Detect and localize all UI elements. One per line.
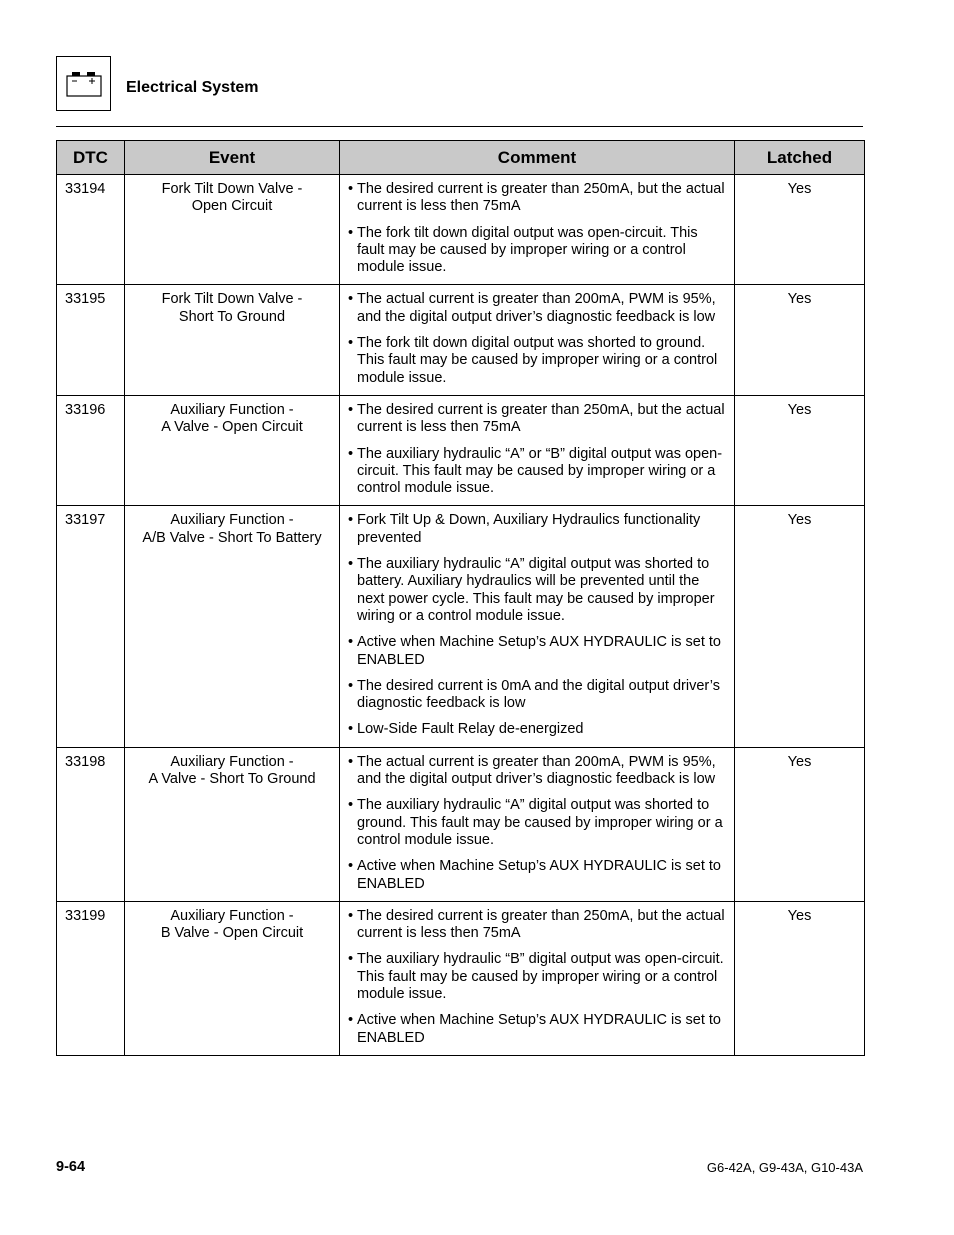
event-line: Auxiliary Function - bbox=[170, 401, 294, 418]
event-line: Fork Tilt Down Valve - bbox=[161, 181, 303, 197]
section-title: Electrical System bbox=[126, 79, 259, 96]
latched-value: Yes bbox=[735, 395, 865, 505]
event-line: A Valve - Open Circuit bbox=[161, 419, 303, 436]
section-icon-box bbox=[56, 56, 111, 111]
comment-cell bbox=[340, 285, 735, 395]
comment-bullet: • The auxiliary hydraulic “B” digital output was open-circuit. This fault may be caused by improper wiring or a control module issue. bbox=[348, 951, 726, 1003]
comment-cell bbox=[340, 395, 735, 505]
event-line: Auxiliary Function - bbox=[170, 753, 294, 770]
page-number: 9-64 bbox=[56, 1159, 86, 1175]
comment-bullet: • The actual current is greater than 200mA, PWM is 95%, and the digital output driver’s diagnostic feedback is low bbox=[348, 754, 726, 789]
dtc-code: 33194 bbox=[57, 175, 125, 285]
latched-value: Yes bbox=[735, 901, 865, 1055]
dtc-code: 33196 bbox=[57, 395, 125, 505]
comment-cell bbox=[340, 506, 735, 747]
column-header-latched: Latched bbox=[735, 141, 865, 175]
table-row bbox=[57, 395, 865, 505]
comment-cell bbox=[340, 747, 735, 901]
latched-value: Yes bbox=[735, 175, 865, 285]
event-line: Auxiliary Function - bbox=[170, 907, 294, 924]
model-numbers: G6-42A, G9-43A, G10-43A bbox=[706, 1160, 863, 1175]
table-row bbox=[57, 175, 865, 285]
event-line: A/B Valve - Short To Battery bbox=[142, 529, 322, 546]
table-row bbox=[57, 747, 865, 901]
comment-bullet: • The desired current is greater than 250mA, but the actual current is less then 75mA bbox=[348, 402, 726, 437]
event-cell bbox=[125, 506, 340, 747]
comment-bullet: • Active when Machine Setup’s AUX HYDRAULIC is set to ENABLED bbox=[348, 634, 726, 669]
comment-bullet: • The fork tilt down digital output was open-circuit. This fault may be caused by improper wiring or a control module issue. bbox=[348, 225, 726, 277]
event-cell bbox=[125, 175, 340, 285]
event-line: Open Circuit bbox=[191, 198, 273, 215]
comment-bullet: • The desired current is 0mA and the digital output driver’s diagnostic feedback is low bbox=[348, 678, 726, 713]
dtc-code: 33199 bbox=[57, 901, 125, 1055]
table-row bbox=[57, 285, 865, 395]
comment-bullet: • The desired current is greater than 250mA, but the actual current is less then 75mA bbox=[348, 181, 726, 216]
latched-value: Yes bbox=[735, 285, 865, 395]
table-header-row bbox=[57, 141, 865, 175]
column-header-comment: Comment bbox=[340, 141, 735, 175]
event-cell bbox=[125, 901, 340, 1055]
latched-value: Yes bbox=[735, 747, 865, 901]
event-line: B Valve - Open Circuit bbox=[160, 925, 304, 942]
comment-bullet: • The auxiliary hydraulic “A” digital output was shorted to ground. This fault may be caused by improper wiring or a control module issue. bbox=[348, 797, 726, 849]
event-line: Auxiliary Function - bbox=[170, 512, 294, 529]
comment-bullet: • The fork tilt down digital output was shorted to ground. This fault may be caused by improper wiring or a control module issue. bbox=[348, 335, 726, 387]
comment-cell bbox=[340, 175, 735, 285]
event-cell bbox=[125, 285, 340, 395]
event-cell bbox=[125, 395, 340, 505]
header-divider bbox=[56, 126, 863, 127]
comment-bullet: • The desired current is greater than 250mA, but the actual current is less then 75mA bbox=[348, 908, 726, 943]
event-cell bbox=[125, 747, 340, 901]
column-header-dtc: DTC bbox=[57, 141, 125, 175]
table-row bbox=[57, 901, 865, 1055]
column-header-event: Event bbox=[125, 141, 340, 175]
comment-bullet: • Fork Tilt Up & Down, Auxiliary Hydraulics functionality prevented bbox=[348, 512, 726, 547]
comment-bullet: • Low-Side Fault Relay de-energized bbox=[348, 721, 726, 738]
event-line: Short To Ground bbox=[178, 308, 286, 325]
dtc-code: 33197 bbox=[57, 506, 125, 747]
comment-cell bbox=[340, 901, 735, 1055]
comment-bullet: • The actual current is greater than 200mA, PWM is 95%, and the digital output driver’s diagnostic feedback is low bbox=[348, 291, 726, 326]
comment-bullet: • Active when Machine Setup’s AUX HYDRAULIC is set to ENABLED bbox=[348, 1012, 726, 1047]
comment-bullet: • The auxiliary hydraulic “A” or “B” digital output was open-circuit. This fault may be caused by improper wiring or a control module issue. bbox=[348, 446, 726, 498]
latched-value: Yes bbox=[735, 506, 865, 747]
comment-bullet: • The auxiliary hydraulic “A” digital output was shorted to battery. Auxiliary hydraulics will be prevented until the next power cycle. This fault may be caused by improper wiring or a control module issue. bbox=[348, 556, 726, 625]
battery-icon bbox=[65, 70, 103, 98]
dtc-code: 33198 bbox=[57, 747, 125, 901]
event-line: A Valve - Short To Ground bbox=[148, 771, 316, 788]
dtc-code: 33195 bbox=[57, 285, 125, 395]
dtc-table bbox=[56, 140, 865, 1056]
table-row bbox=[57, 506, 865, 747]
event-line: Fork Tilt Down Valve - bbox=[161, 291, 303, 308]
comment-bullet: • Active when Machine Setup’s AUX HYDRAULIC is set to ENABLED bbox=[348, 858, 726, 893]
